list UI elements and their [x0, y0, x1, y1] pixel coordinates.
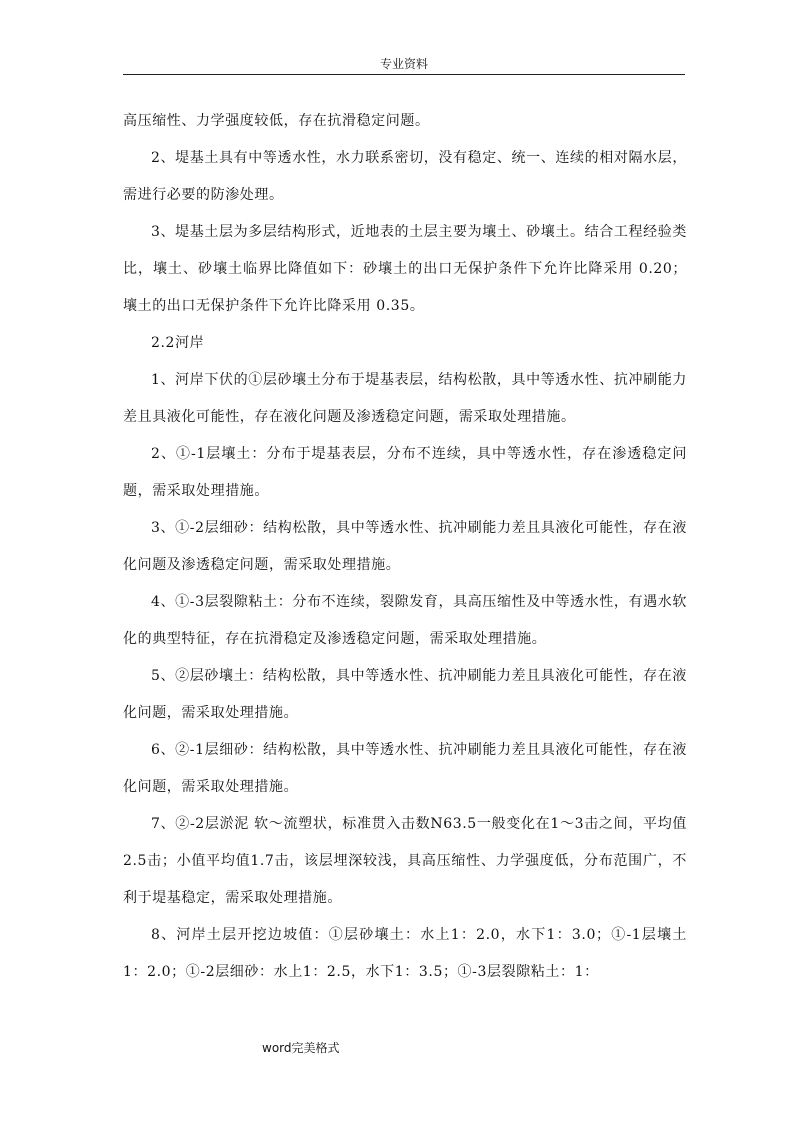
- paragraph-item-3: 3、堤基土层为多层结构形式，近地表的土层主要为壤土、砂壤土。结合工程经验类比，壤土、砂壤土临界比降值如下：砂壤土的出口无保护条件下允许比降采用 0.20；壤土的出口无保护条件下允许比降采用 0.35。: [123, 224, 687, 314]
- paragraph-riverbank-8: 8、河岸土层开挖边坡值：①层砂壤土：水上1：2.0，水下1：3.0；①-1层壤土1：2.0；①-2层细砂：水上1：2.5，水下1：3.5；①-3层裂隙粘土：1：: [123, 927, 687, 980]
- paragraph-continuation: 高压缩性、力学强度较低，存在抗滑稳定问题。: [123, 113, 430, 129]
- document-body: [123, 103, 687, 991]
- paragraph-riverbank-2: 2、①-1层壤土：分布于堤基表层，分布不连续，具中等透水性，存在渗透稳定问题，需采取处理措施。: [123, 446, 687, 499]
- paragraph-riverbank-4: 4、①-3层裂隙粘土：分布不连续，裂隙发育，具高压缩性及中等透水性，有遇水软化的典型特征，存在抗滑稳定及渗透稳定问题，需采取处理措施。: [123, 594, 687, 647]
- paragraph-riverbank-1: 1、河岸下伏的①层砂壤土分布于堤基表层，结构松散，具中等透水性、抗冲刷能力差且具液化可能性，存在液化问题及渗透稳定问题，需采取处理措施。: [123, 372, 687, 425]
- header-rule: [123, 74, 685, 75]
- paragraph-riverbank-3: 3、①-2层细砂：结构松散，具中等透水性、抗冲刷能力差且具液化可能性，存在液化问题及渗透稳定问题，需采取处理措施。: [123, 520, 687, 573]
- paragraph-item-2: 2、堤基土具有中等透水性，水力联系密切，没有稳定、统一、连续的相对隔水层，需进行必要的防渗处理。: [123, 150, 687, 203]
- paragraph-riverbank-7: 7、②-2层淤泥 软～流塑状，标准贯入击数N63.5一般变化在1～3击之间，平均值2.5击；小值平均值1.7击，该层埋深较浅，具高压缩性、力学强度低，分布范围广，不利于堤基稳定，需采取处理措施。: [123, 816, 687, 906]
- page-footer: word完美格式: [262, 1041, 340, 1055]
- page-header: 专业资料: [379, 57, 428, 71]
- paragraph-riverbank-5: 5、②层砂壤土：结构松散，具中等透水性、抗冲刷能力差且具液化可能性，存在液化问题，需采取处理措施。: [123, 668, 687, 721]
- section-heading: 2.2河岸: [151, 335, 205, 351]
- paragraph-riverbank-6: 6、②-1层细砂：结构松散，具中等透水性、抗冲刷能力差且具液化可能性，存在液化问题，需采取处理措施。: [123, 742, 687, 795]
